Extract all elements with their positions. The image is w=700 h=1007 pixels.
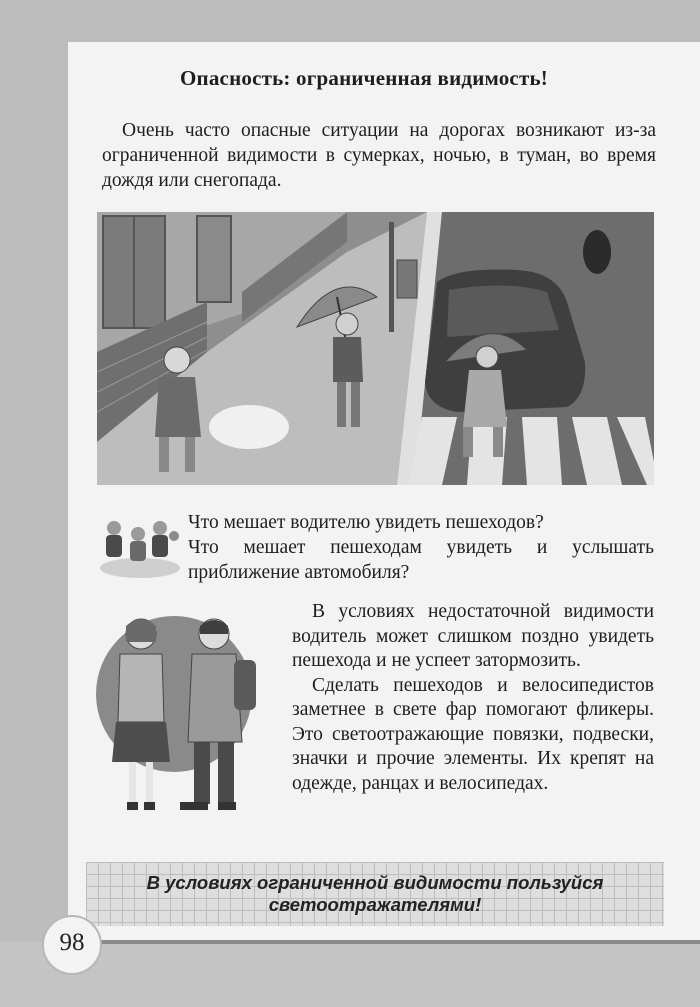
kids-group-icon [96, 510, 184, 582]
question-1: Что мешает водителю увидеть пешеходов? [188, 512, 544, 533]
bottom-rule [92, 940, 700, 944]
page-bottom-band [0, 942, 700, 1007]
questions-block [188, 510, 654, 585]
notice-text: В условиях ограниченной видимости пользуйся светоотражателями! [146, 872, 604, 915]
children-illustration [96, 612, 274, 818]
paragraph-visibility: В условиях недостаточной видимости водитель может слишком поздно увидеть пешехода и не успеет затормозить. [292, 601, 654, 671]
question-2: Что мешает пешеходам увидеть и услышать приближение автомобиля? [188, 537, 654, 583]
body-text [292, 600, 654, 796]
page-number-badge [42, 915, 102, 975]
intro-paragraph: Очень часто опасные ситуации на дорогах возникают из-за ограниченной видимости в сумерках, ночью, в туман, во время дождя или снегопада. [102, 120, 656, 191]
page-number: 98 [59, 929, 85, 956]
page-title: Опасность: ограниченная видимость! [180, 66, 548, 90]
paragraph-flickers: Сделать пешеходов и велосипедистов заметнее в свете фар помогают фликеры. Это светоотражающие повязки, подвески, значки и прочие элементы. Их крепят на одежде, ранцах и велосипедах. [292, 674, 654, 794]
street-illustration [97, 212, 654, 485]
notice-box [86, 862, 664, 926]
